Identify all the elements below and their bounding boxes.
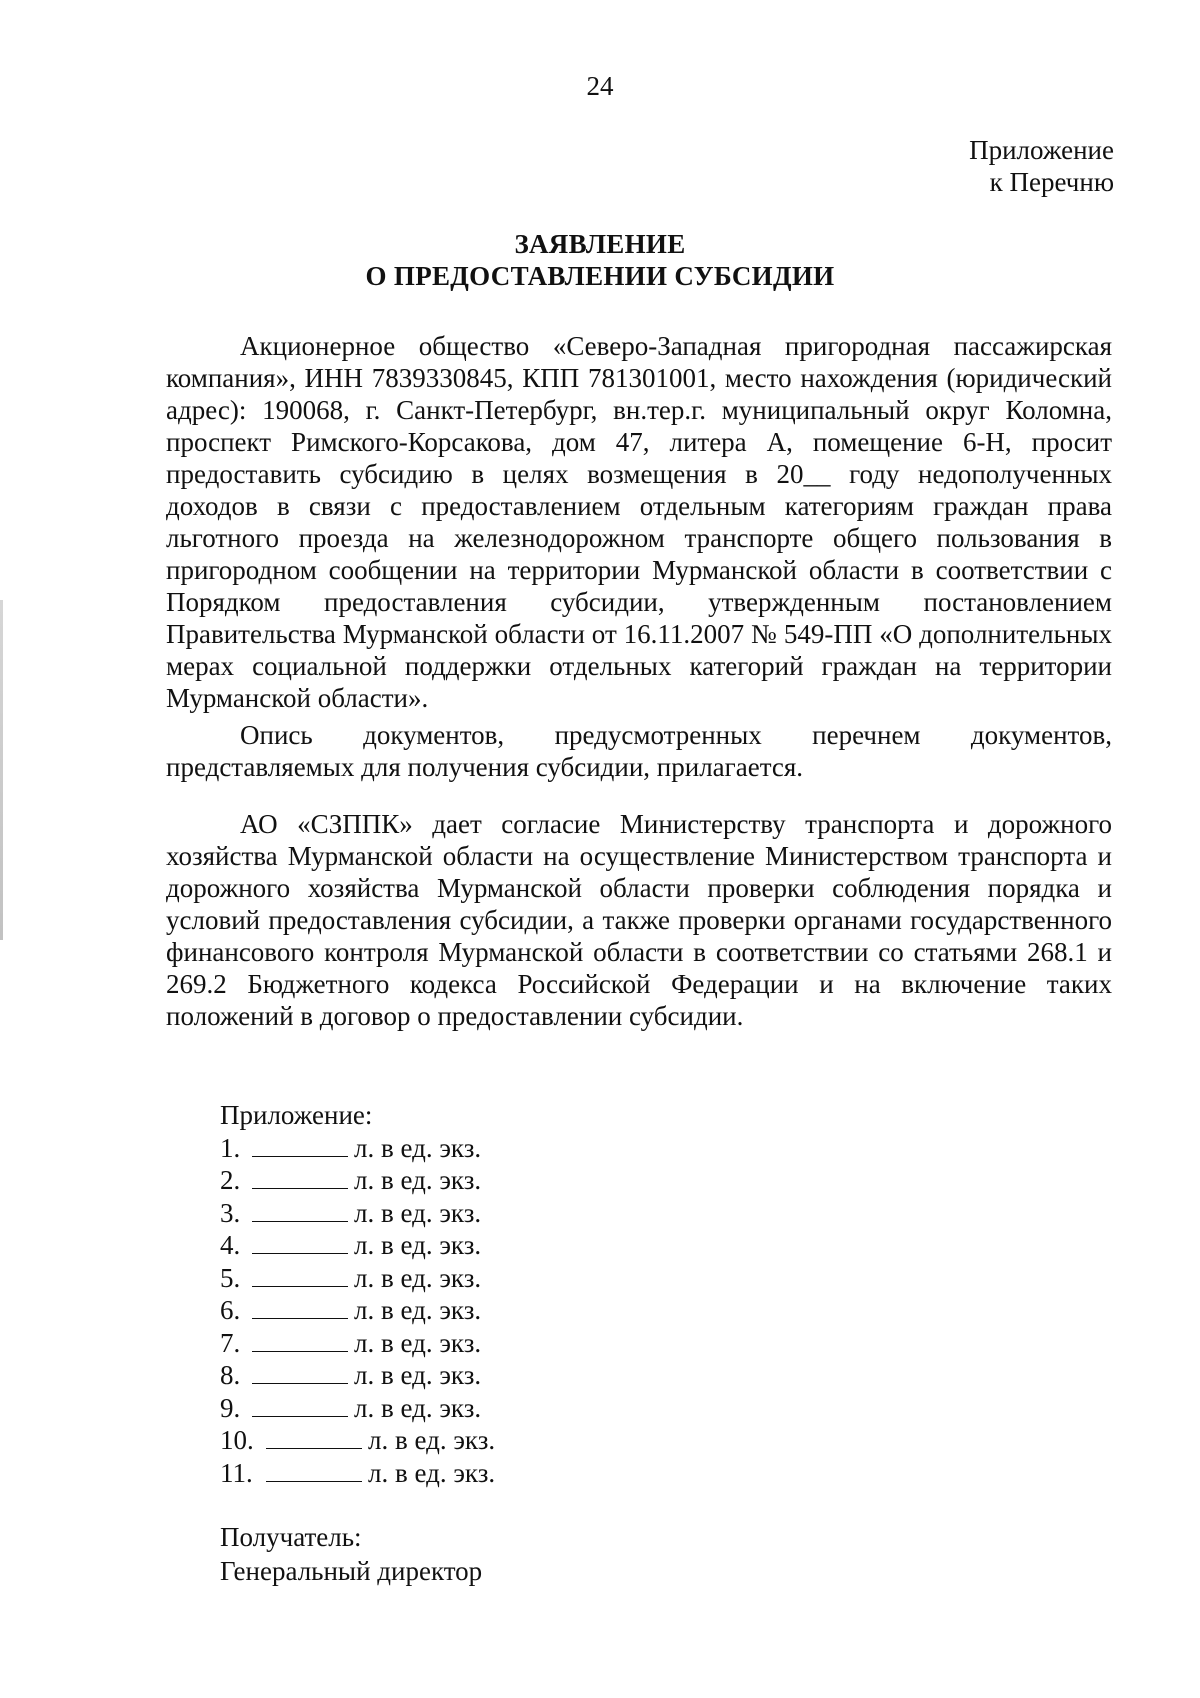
attachment-blank-field <box>252 1396 348 1417</box>
attachment-blank-field <box>266 1428 362 1449</box>
attachment-number: 11. <box>220 1457 253 1488</box>
attachment-blank-field <box>252 1331 348 1352</box>
attachment-suffix: л. в ед. экз. <box>354 1295 482 1325</box>
attachment-suffix: л. в ед. экз. <box>354 1327 482 1358</box>
attachment-number: 10. <box>220 1425 254 1455</box>
attachments-heading: Приложение: <box>220 1100 373 1130</box>
attachment-blank-field <box>252 1136 348 1157</box>
attachment-suffix: л. в ед. экз. <box>354 1230 482 1260</box>
attachment-suffix: л. в ед. экз. <box>354 1392 482 1423</box>
attachment-blank-field <box>266 1461 362 1482</box>
attachment-suffix: л. в ед. экз. <box>354 1262 482 1293</box>
attachment-item <box>220 1197 495 1230</box>
attachment-suffix: л. в ед. экз. <box>368 1457 496 1488</box>
attachment-suffix: л. в ед. экз. <box>354 1197 482 1228</box>
attachment-number: 7. <box>220 1327 241 1358</box>
document-title-line1: ЗАЯВЛЕНИЕ <box>514 229 686 259</box>
attachment-item <box>220 1294 495 1327</box>
appendix-note <box>969 134 1114 198</box>
attachment-number: 2. <box>220 1165 241 1195</box>
recipient-position: Генеральный директор <box>220 1556 483 1586</box>
inventory-paragraph: Опись документов, предусмотренных перечнем документов, представляемых для получения субсидии, прилагается. <box>166 720 1112 782</box>
attachment-blank-field <box>252 1201 348 1222</box>
page-number: 24 <box>586 71 614 101</box>
attachment-blank-field <box>252 1233 348 1254</box>
document-title-line2: О ПРЕДОСТАВЛЕНИИ СУБСИДИИ <box>365 261 835 291</box>
attachment-number: 6. <box>220 1295 241 1325</box>
attachment-number: 1. <box>220 1132 241 1163</box>
inventory-paragraph-block <box>166 719 1112 783</box>
attachment-item <box>220 1327 495 1360</box>
attachments-list <box>220 1099 495 1489</box>
recipient-block <box>220 1520 482 1588</box>
attachment-item <box>220 1164 495 1197</box>
attachment-item <box>220 1132 495 1165</box>
request-paragraph-block <box>166 330 1112 714</box>
consent-paragraph-block <box>166 808 1112 1032</box>
attachment-suffix: л. в ед. экз. <box>368 1425 496 1455</box>
attachment-suffix: л. в ед. экз. <box>354 1360 482 1390</box>
document-title <box>0 228 1200 292</box>
attachment-number: 8. <box>220 1360 241 1390</box>
attachment-number: 4. <box>220 1230 241 1260</box>
scan-margin-artifact <box>0 600 3 940</box>
appendix-note-line1: Приложение <box>969 135 1114 165</box>
attachment-item <box>220 1359 495 1392</box>
attachment-item <box>220 1392 495 1425</box>
attachment-item <box>220 1424 495 1457</box>
attachment-suffix: л. в ед. экз. <box>354 1132 482 1163</box>
attachment-blank-field <box>252 1266 348 1287</box>
attachment-item <box>220 1457 495 1490</box>
attachment-item <box>220 1262 495 1295</box>
attachment-item <box>220 1229 495 1262</box>
attachment-suffix: л. в ед. экз. <box>354 1165 482 1195</box>
attachment-number: 5. <box>220 1262 241 1293</box>
attachment-blank-field <box>252 1363 348 1384</box>
attachment-blank-field <box>252 1298 348 1319</box>
appendix-note-line2: к Перечню <box>989 167 1114 197</box>
attachment-number: 9. <box>220 1392 241 1423</box>
request-paragraph: Акционерное общество «Северо-Западная пригородная пассажирская компания», ИНН 7839330845, КПП 781301001, место нахождения (юридический адрес): 190068, г. Санкт-Петербург, вн.тер.г. муниципальный округ Коломна, проспект Римского-Корсакова, дом 47, литера А, помещение 6-Н, просит предоставить субсидию в целях возмещения в 20__ году недополученных доходов в связи с предоставлением отдельным категориям граждан права льготного проезда на железнодорожном транспорте общего пользования в пригородном сообщении на территории Мурманской области в соответствии с Порядком предоставления субсидии, утвержденным постановлением Правительства Мурманской области от 16.11.2007 № 549-ПП «О дополнительных мерах социальной поддержки отдельных категорий граждан на территории Мурманской области». <box>166 331 1112 713</box>
consent-paragraph: АО «СЗППК» дает согласие Министерству транспорта и дорожного хозяйства Мурманской области на осуществление Министерством транспорта и дорожного хозяйства Мурманской области проверки соблюдения порядка и условий предоставления субсидии, а также проверки органами государственного финансового контроля Мурманской области в соответствии со статьями 268.1 и 269.2 Бюджетного кодекса Российской Федерации и на включение таких положений в договор о предоставлении субсидии. <box>166 809 1112 1031</box>
recipient-label: Получатель: <box>220 1522 362 1552</box>
attachment-number: 3. <box>220 1197 241 1228</box>
attachment-blank-field <box>252 1168 348 1189</box>
